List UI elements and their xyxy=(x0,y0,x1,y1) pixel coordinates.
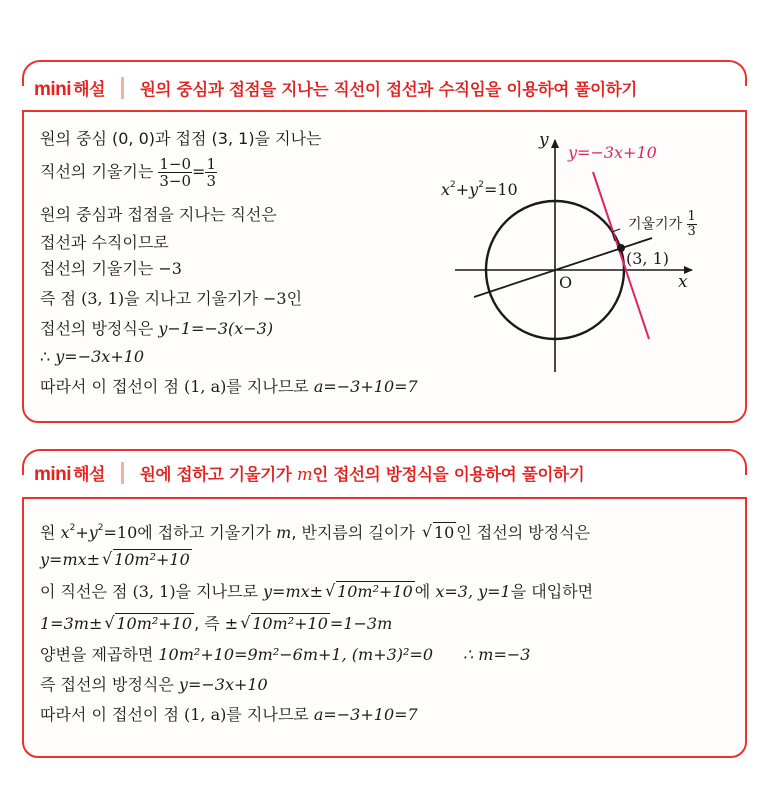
mini-badge: mini 해설 xyxy=(34,464,105,485)
text-line: 즉 접선의 방정식은 y=−3x+10 xyxy=(40,675,268,694)
circle-equation-label: $x^2+y^2=10$ xyxy=(441,180,518,199)
slope-label: 기울기가 $\frac{1}{3}$ xyxy=(628,209,696,239)
text-line: 이 직선은 점 (3, 1)을 지나므로 y=mx± √ 10m²+10 에 x=3, y=1을 대입하면 xyxy=(40,581,593,603)
panel-2-body xyxy=(22,497,747,758)
tangent-point-label: (3, 1) xyxy=(626,249,670,268)
origin-label: O xyxy=(559,273,573,292)
text-line: ∴ y=−3x+10 xyxy=(40,347,145,366)
text-line: 직선의 기울기는 $\frac{1-0}{3-0}$ = $\frac{1}{3}$ xyxy=(40,155,216,190)
text-line: 즉 점 (3, 1)을 지나고 기울기가 −3인 xyxy=(40,289,303,308)
text-line: 접선의 방정식은 y−1=−3(x−3) xyxy=(40,319,274,338)
fraction: $\frac{1}{3}$ xyxy=(206,155,216,190)
tangent-equation-label: y=−3x+10 xyxy=(568,143,657,162)
text-line: 양변을 제곱하면 10m²+10=9m²−6m+1, (m+3)²=0 ∴ m=−3 xyxy=(40,645,531,664)
y-axis-label: y xyxy=(539,130,549,150)
text-line: 따라서 이 접선이 점 (1, a)를 지나므로 a=−3+10=7 xyxy=(40,377,418,396)
header-separator xyxy=(121,462,124,484)
text-line: 원의 중심과 접점을 지나는 직선은 xyxy=(40,205,277,224)
text-line: 원 $x^2+y^2=10$에 접하고 기울기가 m, 반지름의 길이가 √ 10 인 접선의 방정식은 xyxy=(40,517,590,544)
panel-1-title: 원의 중심과 접점을 지나는 직선이 접선과 수직임을 이용하여 풀이하기 xyxy=(139,80,638,99)
text-line: 접선과 수직이므로 xyxy=(40,233,169,252)
text-line: 1=3m± √ 10m²+10 , 즉 ± √ 10m²+10 =1−3m xyxy=(40,613,392,635)
text-line: 원의 중심 (0, 0)과 접점 (3, 1)을 지나는 xyxy=(40,129,322,148)
x-axis-label: x xyxy=(678,272,688,292)
text-line: y=mx± √ 10m²+10 xyxy=(40,549,192,571)
text-line: 접선의 기울기는 −3 xyxy=(40,259,182,278)
fraction: $\frac{1-0}{3-0}$ xyxy=(159,155,192,190)
panel-2-title: 원에 접하고 기울기가 m인 접선의 방정식을 이용하여 풀이하기 xyxy=(139,465,585,484)
tangent-point-dot xyxy=(617,244,625,252)
text-line: 따라서 이 접선이 점 (1, a)를 지나므로 a=−3+10=7 xyxy=(40,705,418,724)
panel-2-header xyxy=(34,458,584,488)
mini-badge: mini 해설 xyxy=(34,79,105,100)
